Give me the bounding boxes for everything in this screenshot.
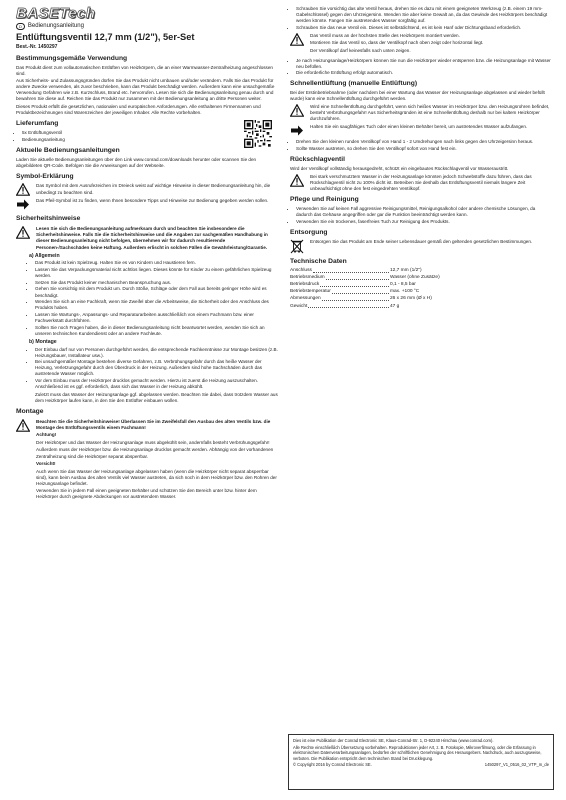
table-row [290, 282, 460, 289]
paragraph: Der Ventilkopf darf keinesfalls nach unten zeigen. [310, 47, 411, 53]
montage-steps-list [290, 6, 552, 31]
symbol-row-warning [16, 183, 278, 196]
warning-triangle-icon [16, 226, 30, 239]
paragraph: Auch wenn Sie das Wasser der Heizungsanlage abgelassen haben (wenn die Heizkörper nicht separat absperrbar sind), kann beim Ausbau des alten Ventils viel Wasser austreten, da sich noch in dem Heizkörper bzw. den Rohren der Heizungsanlage befindet. [36, 468, 277, 486]
list-item: • Das Produkt ist kein Spielzeug. Halten Sie es von Kindern und Haustieren fern. [35, 260, 278, 266]
publisher-line: Dies ist eine Publikation der Conrad Electronic SE, Klaus-Conrad-Str. 1, D-92240 Hirschau (www.conrad.com). [293, 738, 494, 743]
list-item: • Verwenden Sie ein trockenes, faserfreies Tuch zur Reinigung des Produkts. [296, 219, 552, 225]
list-item: • Bedienungsanleitung [22, 137, 278, 143]
list-item: • Gehen Sie vorsichtig mit dem Produkt um. Durch Stöße, Schläge oder dem Fall aus bereits geringer Höhe wird es beschädigt. [35, 286, 278, 298]
order-number: Best.-Nr. 1450297 [16, 44, 58, 51]
list-item: • Verwenden Sie auf keinen Fall aggressive Reinigungsmittel, Reinigungsalkohol oder andere chemische Lösungen, da dadurch das Gehäuse angegriffen oder gar die Funktion beeinträchtigt werden kann. [296, 206, 552, 218]
copyright: © Copyright 2016 by Conrad Electronic SE. [293, 762, 372, 768]
section-title-entsorgung: Entsorgung [290, 228, 328, 236]
list-item: • Je nach Heizungsanlage/Heizkörpern können Sie nun die Heizkörper wieder entsperren bzw. die Heizungsanlage mit Wasser neu befüllen. [296, 58, 552, 70]
spec-label: Betriebstemperatur [290, 289, 331, 295]
valve-position-text [310, 33, 552, 56]
symbol-row-arrow [16, 198, 278, 211]
product-title: Entlüftungsventil 12,7 mm (1/2"), 5er-Set [16, 32, 195, 43]
vorsicht-label: Vorsicht! [36, 461, 56, 467]
spec-label: Anschluss [290, 267, 312, 273]
table-row [290, 296, 460, 303]
general-safety-list [29, 260, 278, 336]
subsection-title-montage: b) Montage [29, 338, 57, 345]
paragraph: Montieren Sie das Ventil so, dass der Ventilkopf nach oben zeigt oder horizontal liegt. [310, 40, 484, 46]
schnell-warning-text: Wird eine Schnellentlüftung durchgeführt, wenn sich heißes Wasser im Heizkörper bzw. den Heizungsrohren befindet, besteht Verbrühungsgefahr! Aus Sicherheitsgründen ist eine Schnellentlüftung deshalb nur bei kaltem Heizkörper durchzuführen. [310, 104, 550, 122]
symbol-description: Das Pfeil-Symbol ist zu finden, wenn Ihnen besondere Tipps und Hinweise zur Bedienung gegeben werden sollen. [36, 198, 269, 204]
language-badge: D [16, 23, 25, 30]
paragraph: Aus Sicherheits- und Zulassungsgründen dürfen Sie das Produkt nicht umbauen und/oder verändern. Falls Sie das Produkt für andere Zwecke verwenden, als zuvor beschrieben, kann das Produkt beschädigt werden. Außerdem kann eine unsachgemäße Verwendung Gefahren wie z.B. Kurzschluss, Brand etc. hervorrufen. Lesen Sie sich die Bedienungsanleitung genau durch und bewahren Sie diese auf. Reichen Sie das Produkt nur zusammen mit der Bedienungsanleitung an dritte Personen weiter. [16, 78, 275, 102]
spec-label: Betriebsdruck [290, 282, 320, 288]
list-item: • Vor dem Einbau muss der Heizkörper drucklos gemacht werden. Hierzu ist zuerst die Heizung auszuschalten. Anschließend ist es ggf. erforderlich, dass sich das Wasser in der Heizung abkühlt. [35, 378, 278, 390]
montage-warning [16, 419, 278, 502]
section-title-rueck: Rückschlagventil [290, 156, 346, 164]
spec-value: 0,1 - 8,5 bar [390, 282, 416, 288]
arrow-icon [290, 124, 304, 137]
list-item: • Der Einbau darf nur von Personen durchgeführt werden, die entsprechende Fachkenntnisse zur Montage besitzen (z.B. Heizungsbauer, Installateur usw.). [35, 347, 278, 359]
document-code: 1450297_V1_0516_02_VTP_m_de [484, 762, 549, 768]
table-row [290, 275, 460, 282]
list-item: • Wenden Sie sich an eine Fachkraft, wenn Sie Zweifel über die Arbeitsweise, die Sicherheit oder den Anschluss des Produkts haben. [35, 299, 278, 311]
list-item: • Die erforderliche Entlüftung erfolgt automatisch. [296, 70, 552, 76]
paragraph: Das Ventil muss an der höchsten Stelle des Heizkörpers montiert werden. [310, 32, 460, 38]
spec-label: Abmessungen [290, 296, 321, 302]
section-title-sicherheit: Sicherheitshinweise [16, 215, 81, 223]
rights-notice: Alle Rechte einschließlich Übersetzung vorbehalten. Reproduktionen jeder Art, z. B. Fotokopie, Mikroverfilmung, oder die Erfassung in elektronischen Datenverarbeitungsanlagen, bedürfen der schriftlichen Genehmigung des Herausgebers. Nachdruck, auch auszugsweise, verboten. Die Publikation entspricht dem technischen Stand bei Drucklegung. [293, 744, 542, 761]
qr-code[interactable] [244, 120, 272, 148]
safety-intro [16, 226, 278, 250]
care-list [290, 206, 552, 225]
paragraph: Außerdem muss der Heizkörper bzw. die Heizungsanlage drucklos gemacht werden. Abhängig von der vorhandenen Zentralheizung sind die Heizkörper separat absperrbar. [36, 447, 274, 459]
paragraph: Das Produkt dient zum vollautomatischen Entlüften von Heizkörpern, die an einer Warmwasser-Zentralheizung angeschlossen sind. [16, 64, 273, 76]
schnell-warning [290, 104, 552, 122]
arrow-icon [16, 198, 30, 211]
section-title-lieferumfang: Lieferumfang [16, 120, 59, 128]
brand-logo [16, 6, 278, 22]
table-row [290, 289, 460, 296]
valve-position-warning [290, 33, 552, 56]
mounting-safety-list [29, 347, 278, 391]
paragraph: Wird der Ventilkopf vollständig herausgedreht, schützt ein eingebautes Rückschlagventil vor Wasseraustritt. [290, 166, 509, 172]
paragraph: Bei der Erstinbetriebnahme (oder nachdem bei einer Wartung das Wasser der Heizungsanlage abgelassen und wieder befüllt wurde) kann eine Schnellentlüftung durchgeführt werden. [290, 90, 545, 102]
spec-value: 47 g [390, 303, 400, 309]
montage-warning-text: Beachten Sie die Sicherheitshinweise! Überlassen Sie im Zweifelsfall den Ausbau des alten Ventils bzw. die Montage des Entlüftungsventils einem Fachmann! [36, 418, 271, 430]
list-item: • 5x Entlüftungsventil [22, 130, 278, 136]
section-title-pflege: Pflege und Reinigung [290, 196, 359, 204]
section-title-aktuell: Aktuelle Bedienungsanleitungen [16, 146, 120, 154]
publisher-info-box [288, 734, 554, 790]
warning-triangle-icon [16, 419, 30, 432]
paragraph: Dieses Produkt erfüllt die gesetzlichen, nationalen und europäischen Anforderungen. Alle enthaltenen Firmennamen und Produktbezeichnungen sind Warenzeichen der jeweiligen Inhaber. Alle Rechte vorbehalten. [16, 103, 261, 116]
section-title-bestimmung: Bestimmungsgemäße Verwendung [16, 54, 128, 62]
schnell-tip-text: Halten Sie ein saugfähiges Tuch oder einen kleinen Behälter bereit, um austretendes Wasser aufzufangen. [310, 124, 528, 130]
paragraph: Laden Sie aktuelle Bedienungsanleitungen über den Link www.conrad.com/downloads herunter oder scannen Sie den abgebildeten QR-Code. Befolgen Sie die Anweisungen auf der Webseite. [16, 156, 257, 168]
disposal-row [290, 239, 552, 254]
warning-triangle-icon [16, 183, 30, 196]
warning-triangle-icon [290, 174, 304, 187]
section-title-montage: Montage [16, 407, 44, 415]
symbol-description: Das Symbol mit dem Ausrufezeichen im Dreieck weist auf wichtige Hinweise in dieser Bedienungsanleitung hin, die unbedingt zu beachten sind. [36, 183, 271, 195]
safety-subsections [16, 253, 278, 404]
spec-label: Gewicht [290, 303, 308, 309]
list-item: • Bei unsachgemäßer Montage bestehen diverse Gefahren, z.B. Verbrühungsgefahr durch das heiße Wasser der Heizung, Verletzungsgefahr durch den Überdruck in der Heizung. Außerdem sind hohe Sachschäden durch das austretende Wasser möglich. [35, 359, 278, 377]
disposal-text: Entsorgen Sie das Produkt am Ende seiner Lebensdauer gemäß den geltenden gesetzlichen Bestimmungen. [310, 238, 533, 244]
schnell-steps-list [290, 139, 552, 152]
rueck-warning-text: Bei stark verschmutztem Wasser in der Heizungsanlage könnten jedoch Schwebstoffe dazu führen, dass das Rückschlagventil nicht zu 100% dicht ist. Betreiben Sie deshalb das Entlüftungsventil niemals längere Zeit unbeaufsichtigt ohne den fest eingedrehten Ventilkopf. [310, 174, 532, 192]
spec-value: 26 x 26 mm (Ø x H) [390, 296, 432, 302]
list-item: • Lassen Sie das Verpackungsmaterial nicht achtlos liegen. Dieses könnte für Kinder zu einem gefährlichen Spielzeug werden. [35, 267, 278, 279]
list-item: • Setzen Sie das Produkt keiner mechanischen Beanspruchung aus. [35, 280, 278, 286]
doc-type-label: Bedienungsanleitung [27, 23, 84, 29]
spec-value: Wasser (ohne Zusätze) [390, 275, 440, 281]
list-item: • Sollte Wasser austreten, so drehen Sie den Ventilkopf sofort von Hand fest ein. [296, 146, 552, 152]
spec-label: Betriebsmedium [290, 275, 325, 281]
refill-steps-list [290, 58, 552, 77]
warning-triangle-icon [290, 104, 304, 117]
tech-specs-table [290, 268, 460, 311]
footer-row [293, 762, 549, 768]
subsection-title-allgemein: a) Allgemein [29, 252, 60, 259]
right-column [290, 6, 552, 310]
montage-warning-content [36, 419, 278, 502]
logo-text: BASETech [16, 5, 96, 23]
left-column [16, 6, 278, 504]
scope-list [16, 130, 278, 143]
spec-value: 12,7 mm (1/2") [390, 267, 422, 273]
list-item: • Sollten Sie noch Fragen haben, die in dieser Bedienungsanleitung nicht beantwortet werden, wenden Sie sich an unseren technischen Kundendienst oder an andere Fachleute. [35, 325, 278, 337]
section-title-tech: Technische Daten [290, 257, 347, 265]
safety-intro-text: Lesen Sie sich die Bedienungsanleitung aufmerksam durch und beachten Sie insbesondere die Sicherheitshinweise. Falls Sie die Sicherheitshinweise und die Angaben zur sachgemäßen Handhabung in dieser Bedienungsanleitung nicht befolgen, übernehmen wir für dadurch resultierende Personen-/Sachschäden keine Haftung. Außerdem erlischt in solchen Fällen die Gewährleistung/Garantie. [36, 226, 268, 250]
crossed-bin-icon [290, 239, 304, 254]
rueck-warning [290, 174, 552, 192]
section-title-symbol: Symbol-Erklärung [16, 172, 74, 180]
table-row [290, 268, 460, 275]
list-item: • Lassen Sie Wartungs-, Anpassungs- und Reparaturarbeiten ausschließlich von einem Fachmann bzw. einer Fachwerkstatt durchführen. [35, 312, 278, 324]
schnell-tip [290, 124, 552, 137]
paragraph: Zuletzt muss das Wasser der Heizungsanlage ggf. abgelassen werden. Beachten Sie dabei, dass trotzdem Wasser aus dem Heizkörper laufen kann, in den Sie den Entlüfter einbauen wollen. [35, 391, 278, 403]
paragraph: Der Heizkörper und das Wasser der Heizungsanlage muss abgekühlt sein, andernfalls besteht Verbrühungsgefahr! [36, 439, 270, 445]
lieferumfang-section [16, 120, 278, 143]
list-item: • Drehen Sie den kleinen runden Ventilkopf von Hand 1 - 2 Umdrehungen nach links gegen den Uhrzeigersinn heraus. [296, 139, 552, 145]
achtung-label: Achtung! [36, 432, 57, 438]
table-row [290, 303, 460, 310]
warning-triangle-icon [290, 33, 304, 46]
doc-type [16, 23, 278, 31]
list-item: • Schrauben Sie vorsichtig das alte Ventil heraus, drehen Sie es dazu mit einem geeigneten Werkzeug (z.B. einem 19 mm-Gabelschlüssel) gegen den Uhrzeigersinn. Wenden Sie aber keine Gewalt an, da das Gewinde des Heizkörpers beschädigt werden könnte. Fangen Sie austretendes Wasser sorgfältig auf. [296, 6, 552, 24]
section-title-schnell: Schnellentlüftung (manuelle Entlüftung) [290, 80, 418, 88]
spec-value: max. +100 °C [390, 289, 420, 295]
list-item: • Schrauben Sie das neue Ventil ein. Dieses ist selbstdichtend, es ist kein Hanf oder Dichtungsband erforderlich. [296, 25, 552, 31]
paragraph: Verwenden Sie in jedem Fall einen geeigneten Behälter und schützen Sie den Bereich unter bzw. hinter dem Heizkörper durch geeignete Abdeckungen vor austretendem Wasser. [36, 488, 257, 500]
